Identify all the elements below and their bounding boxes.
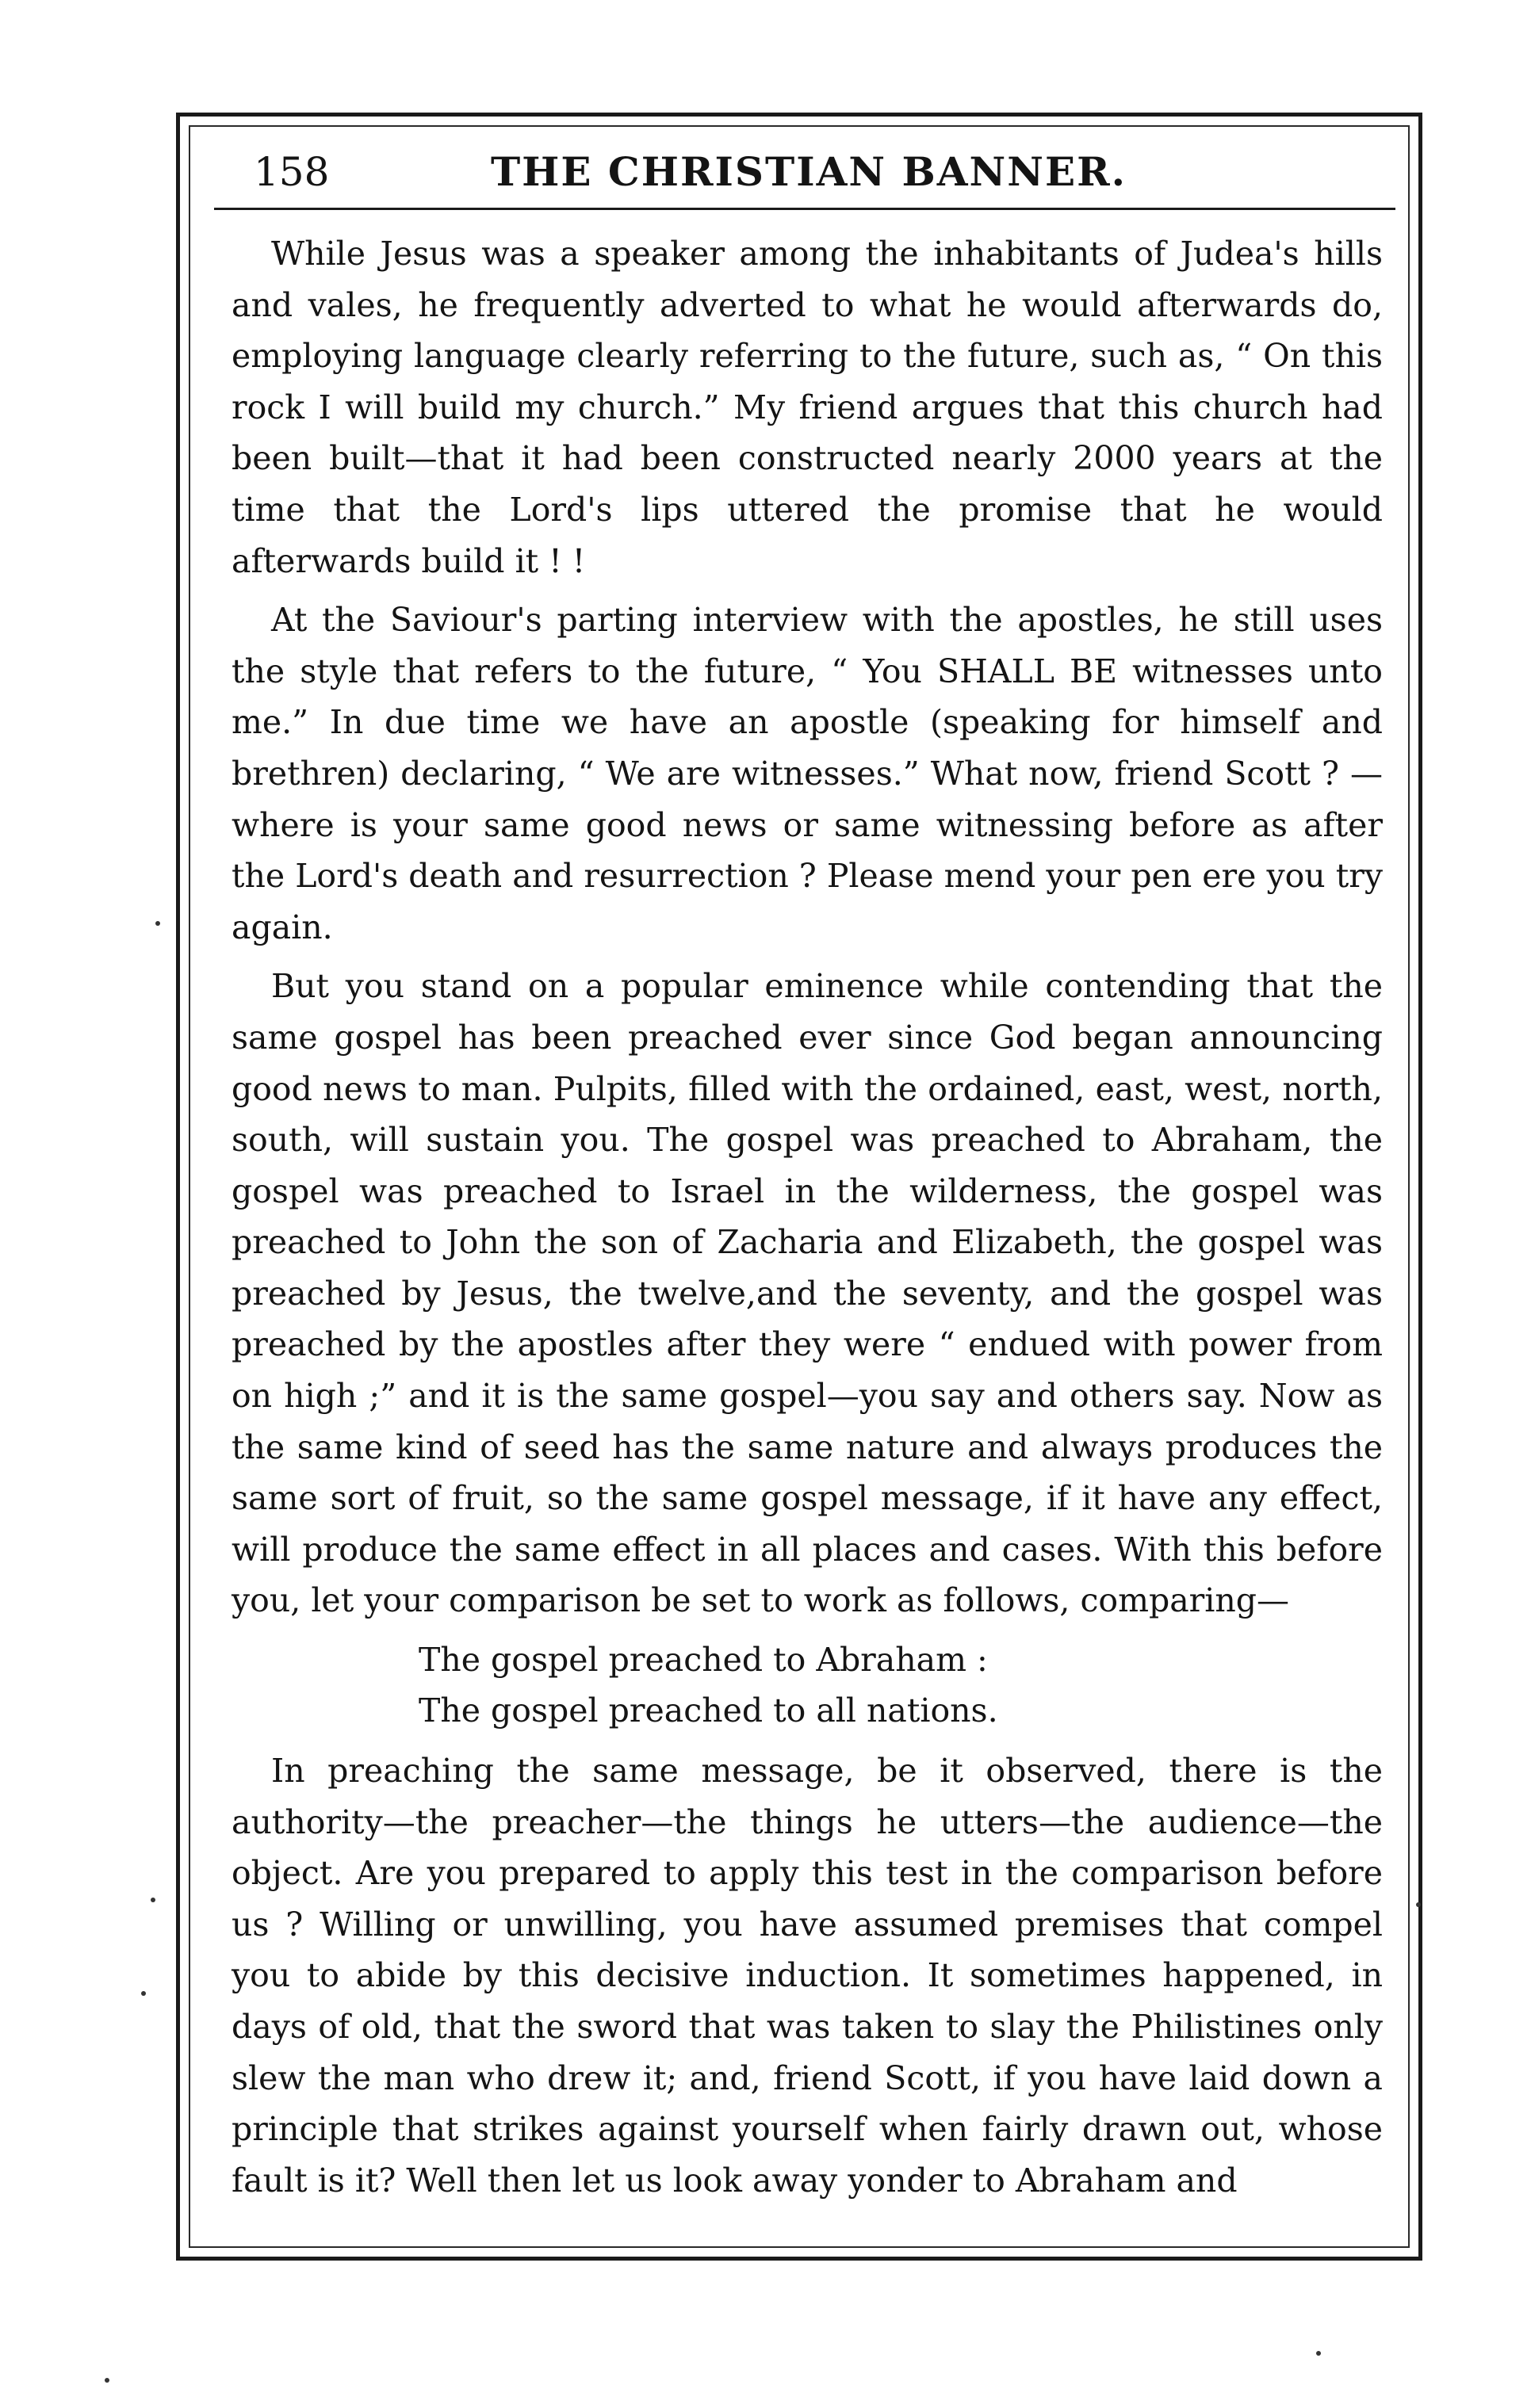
speck xyxy=(1416,1902,1421,1907)
paragraph-popular-eminence: But you stand on a popular eminence while contending that the same gospel has been preached ever since God began announcing good news to man. Pulpits, filled with the ordained, east, west, north, south, will sustain you. The gospel was preached to Abraham, the gospel was preached to Israel in the wilderness, the gospel was preached to John the son of Zacharia and Elizabeth, the gospel was preached by Jesus, the twelve,and the seventy, and the gospel was preached by the apostles after they were “ endued with power from on high ;” and it is the same gospel—you say and others say. Now as the same kind of seed has the same nature and always produces the same sort of fruit, so the same gospel message, if it have any effect, will produce the same effect in all places and cases. With this before you, let your comparison be set to work as follows, comparing— xyxy=(232,967,1383,1620)
speck xyxy=(1316,2351,1321,2356)
page-number: 158 xyxy=(254,149,330,195)
page-header xyxy=(230,144,1387,200)
speck xyxy=(141,1991,146,1996)
quote-line-all-nations: The gospel preached to all nations. xyxy=(419,1691,998,1730)
comparison-quote xyxy=(232,1634,1383,1736)
speck xyxy=(105,2378,109,2383)
paragraph-parting-interview: At the Saviour's parting interview with the apostles, he still uses the style that refers to the future, “ You SHALL BE witnesses unto me.” In due time we have an apostle (speaking for himself and brethren) declaring, “ We are witnesses.” What now, friend Scott ? —where is your same good news or same witnessing before as after the Lord's death and resurrection ? Please mend your pen ere you try again. xyxy=(232,601,1383,946)
paragraph-same-message: In preaching the same message, be it observed, there is the authority—the preacher—the things he utters—the audience—the object. Are you prepared to apply this test in the comparison before us ? Willing or unwilling, you have assumed premises that compel you to abide by this decisive induction. It sometimes happened, in days of old, that the sword that was taken to slay the Philistines only slew the man who drew it; and, friend Scott, if you have laid down a principle that strikes against yourself when fairly drawn out, whose fault is it? Well then let us look away yonder to Abraham and xyxy=(232,1752,1383,2200)
paragraph-jesus-speaker: While Jesus was a speaker among the inhabitants of Judea's hills and vales, he frequently adverted to what he would afterwards do, employing language clearly referring to the future, such as, “ On this rock I will build my church.” My friend argues that this church had been built—that it had been constructed nearly 2000 years at the time that the Lord's lips uttered the promise that he would afterwards build it ! ! xyxy=(232,235,1383,580)
running-title: THE CHRISTIAN BANNER. xyxy=(490,148,1127,195)
speck xyxy=(151,1898,155,1902)
speck xyxy=(155,921,160,926)
article-body xyxy=(232,228,1383,2214)
quote-line-abraham: The gospel preached to Abraham : xyxy=(419,1641,988,1680)
header-rule xyxy=(214,208,1395,210)
